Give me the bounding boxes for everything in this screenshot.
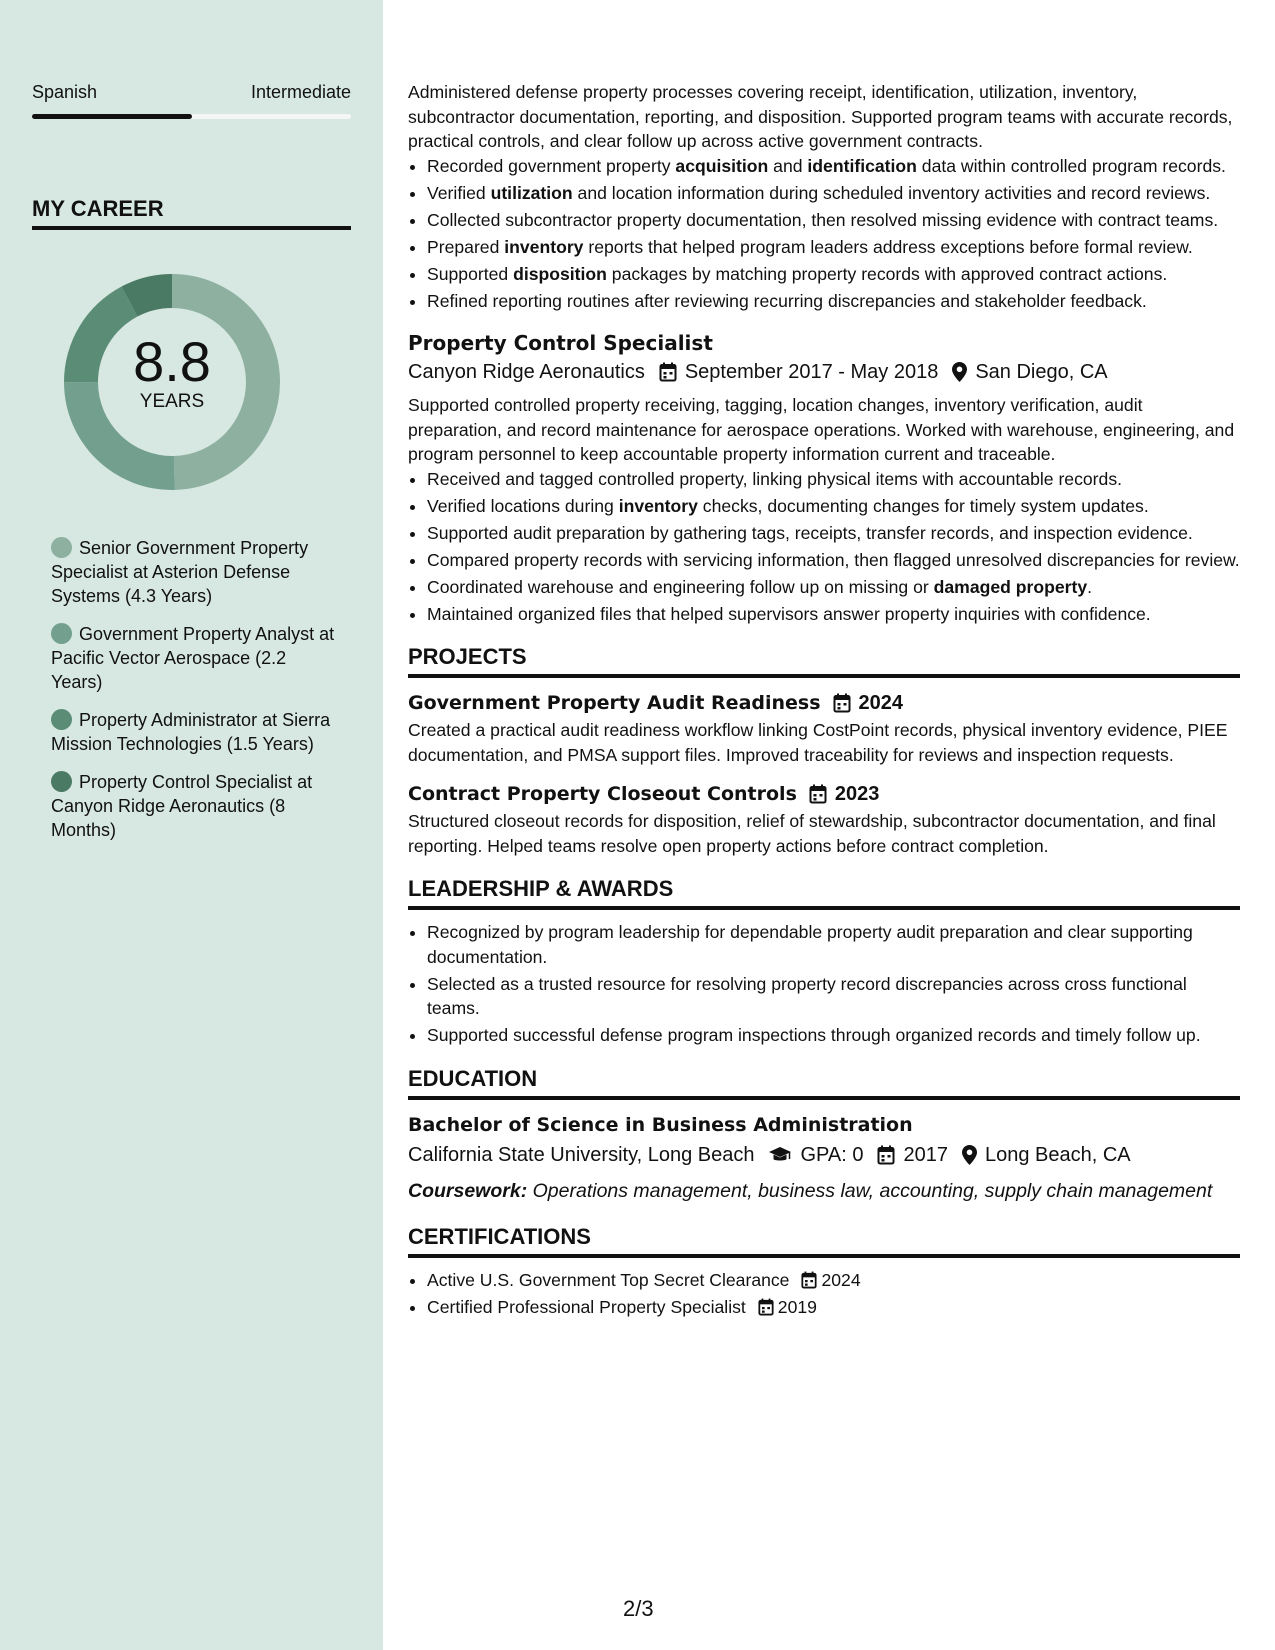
page-number: 2/3 xyxy=(623,1596,654,1621)
project-title: Contract Property Closeout Controls xyxy=(408,783,797,805)
job2-company: Canyon Ridge Aeronautics xyxy=(408,361,645,383)
bullet-text: and location information during scheduled inventory activities and record reviews. xyxy=(572,182,1211,203)
bullet-text: Compared property records with servicing information, then flagged unresolved discrepancies for review. xyxy=(427,549,1240,570)
bullet-keyword: inventory xyxy=(504,236,584,257)
bullet-text: Prepared xyxy=(427,236,505,257)
career-legend-item xyxy=(51,770,336,842)
job2-meta xyxy=(408,357,1240,387)
education-school: California State University, Long Beach xyxy=(408,1143,755,1166)
job2-bullet xyxy=(427,548,1240,573)
project-year: 2024 xyxy=(858,692,904,714)
language-row xyxy=(32,82,351,103)
job1-bullet xyxy=(427,154,1240,179)
bullet-text: Coordinated warehouse and engineering follow up on missing or xyxy=(427,576,934,597)
calendar-icon xyxy=(801,1271,817,1289)
career-donut-chart xyxy=(64,274,280,490)
project-year: 2023 xyxy=(834,783,880,805)
education-coursework xyxy=(408,1176,1240,1206)
leadership-heading: LEADERSHIP & AWARDS xyxy=(408,874,1240,910)
job1-summary: Administered defense property processes covering receipt, identification, utilization, inventory, subcontractor documentation, reporting, and disposition. Supported program teams with accurate records, practical controls, and clear follow up across active government contracts. xyxy=(408,82,1233,151)
bullet-text: Maintained organized files that helped supervisors answer property inquiries with confidence. xyxy=(427,603,1151,624)
bullet-keyword: acquisition xyxy=(675,155,769,176)
calendar-icon xyxy=(758,1298,774,1316)
main-content xyxy=(408,80,1240,1322)
career-legend-item xyxy=(51,536,336,608)
education-year: 2017 xyxy=(903,1143,948,1166)
coursework-label: Coursework: xyxy=(408,1179,528,1202)
certification-year: 2024 xyxy=(821,1269,861,1290)
career-legend-item xyxy=(51,622,336,694)
certification-name: • Certified Professional Property Specialist xyxy=(427,1296,746,1317)
calendar-icon xyxy=(877,1145,895,1165)
job1-bullet xyxy=(427,181,1240,206)
job2-bullet xyxy=(427,575,1240,600)
sidebar xyxy=(0,0,383,1650)
calendar-icon xyxy=(833,693,851,713)
leadership-bullet: • Recognized by program leadership for dependable property audit preparation and clear supporting documentation. xyxy=(427,920,1240,969)
bullet-text: Collected subcontractor property documentation, then resolved missing evidence with contract teams. xyxy=(427,209,1219,230)
bullet-text: Verified xyxy=(427,182,491,203)
bullet-text: Supported audit preparation by gathering tags, receipts, transfer records, and inspection evidence. xyxy=(427,522,1193,543)
language-proficiency-bar xyxy=(32,114,351,119)
certification-year: 2019 xyxy=(777,1296,817,1317)
project-item xyxy=(408,688,1240,767)
job2-location: San Diego, CA xyxy=(975,361,1108,383)
bullet-text: packages by matching property records with approved contract actions. xyxy=(606,263,1168,284)
career-legend-label: Property Administrator at Sierra Mission Technologies (1.5 Years) xyxy=(51,710,331,754)
job2-dates: September 2017 - May 2018 xyxy=(684,361,939,383)
donut-segment xyxy=(64,286,137,382)
job1-bullet xyxy=(427,235,1240,260)
career-legend-label: Property Control Specialist at Canyon Ridge Aeronautics (8 Months) xyxy=(51,772,313,840)
job2-bullet xyxy=(427,602,1240,627)
bullet-text: reports that helped program leaders address exceptions before formal review. xyxy=(583,236,1193,257)
location-pin-icon xyxy=(952,362,967,382)
education-gpa: GPA: 0 xyxy=(800,1143,864,1166)
education-meta xyxy=(408,1140,1240,1170)
job2-summary: Supported controlled property receiving, tagging, location changes, inventory verification, audit preparation, and record maintenance for aerospace operations. Worked with warehouse, engineering, and program personnel to keep accountable property information current and traceable. xyxy=(408,395,1235,464)
leadership-bullet: • Selected as a trusted resource for resolving property record discrepancies across cross functional teams. xyxy=(427,972,1240,1021)
certifications-list xyxy=(427,1268,1240,1320)
job1-bullets xyxy=(427,154,1240,314)
bullet-text: Supported xyxy=(427,263,514,284)
projects-heading: PROJECTS xyxy=(408,642,1240,678)
education-heading: EDUCATION xyxy=(408,1064,1240,1100)
certification-name: • Active U.S. Government Top Secret Clearance xyxy=(427,1269,790,1290)
job2-bullet xyxy=(427,494,1240,519)
project-item xyxy=(408,779,1240,858)
bullet-text: Verified locations during xyxy=(427,495,619,516)
bullet-text: Received and tagged controlled property, linking physical items with accountable records. xyxy=(427,468,1123,489)
calendar-icon xyxy=(659,362,677,382)
certification-item xyxy=(427,1268,1240,1293)
graduation-cap-icon xyxy=(768,1146,792,1164)
career-legend-label: Government Property Analyst at Pacific Vector Aerospace (2.2 Years) xyxy=(51,624,335,692)
project-description: Structured closeout records for disposition, relief of stewardship, subcontractor documentation, and final reporting. Helped teams resolve open property actions before contract completion. xyxy=(408,811,1216,856)
bullet-text: and xyxy=(768,155,808,176)
location-pin-icon xyxy=(962,1145,977,1165)
leadership-bullet: • Supported successful defense program inspections through organized records and timely follow up. xyxy=(427,1023,1240,1048)
bullet-text: . xyxy=(1087,576,1093,597)
career-legend-item xyxy=(51,708,336,756)
total-years-value: 8.8 xyxy=(133,330,211,393)
certification-item xyxy=(427,1295,1240,1320)
language-proficiency-fill xyxy=(32,114,192,119)
legend-dot xyxy=(51,709,72,730)
language-level: Intermediate xyxy=(250,82,351,102)
project-title: Government Property Audit Readiness xyxy=(408,692,821,714)
bullet-text: Recorded government property xyxy=(427,155,676,176)
bullet-keyword: disposition xyxy=(513,263,607,284)
bullet-keyword: damaged property xyxy=(933,576,1088,597)
bullet-text: Refined reporting routines after reviewing recurring discrepancies and stakeholder feedback. xyxy=(427,290,1147,311)
leadership-bullets xyxy=(427,920,1240,1048)
legend-dot xyxy=(51,623,72,644)
language-name: Spanish xyxy=(32,82,98,102)
project-description: Created a practical audit readiness workflow linking CostPoint records, physical inventory evidence, PIEE documentation, and PMSA support files. Improved traceability for reviews and inspection requests. xyxy=(408,720,1228,765)
job2-bullets xyxy=(427,467,1240,627)
career-heading: MY CAREER xyxy=(32,196,351,230)
total-years-unit: YEARS xyxy=(139,391,205,412)
job2-title: Property Control Specialist xyxy=(408,331,713,355)
career-legend-label: Senior Government Property Specialist at Asterion Defense Systems (4.3 Years) xyxy=(51,538,309,606)
job1-bullet xyxy=(427,262,1240,287)
career-legend xyxy=(51,536,336,856)
job2-bullet xyxy=(427,467,1240,492)
bullet-text: data within controlled program records. xyxy=(916,155,1226,176)
job1-bullet xyxy=(427,289,1240,314)
legend-dot xyxy=(51,771,72,792)
education-degree: Bachelor of Science in Business Administration xyxy=(408,1113,913,1136)
coursework-list: Operations management, business law, accounting, supply chain management xyxy=(532,1179,1213,1202)
legend-dot xyxy=(51,537,72,558)
calendar-icon xyxy=(809,784,827,804)
bullet-text: checks, documenting changes for timely system updates. xyxy=(697,495,1149,516)
job2-bullet xyxy=(427,521,1240,546)
bullet-keyword: identification xyxy=(807,155,917,176)
bullet-keyword: utilization xyxy=(490,182,573,203)
certifications-heading: CERTIFICATIONS xyxy=(408,1222,1240,1258)
job1-bullet xyxy=(427,208,1240,233)
bullet-keyword: inventory xyxy=(618,495,698,516)
education-location: Long Beach, CA xyxy=(984,1143,1131,1166)
